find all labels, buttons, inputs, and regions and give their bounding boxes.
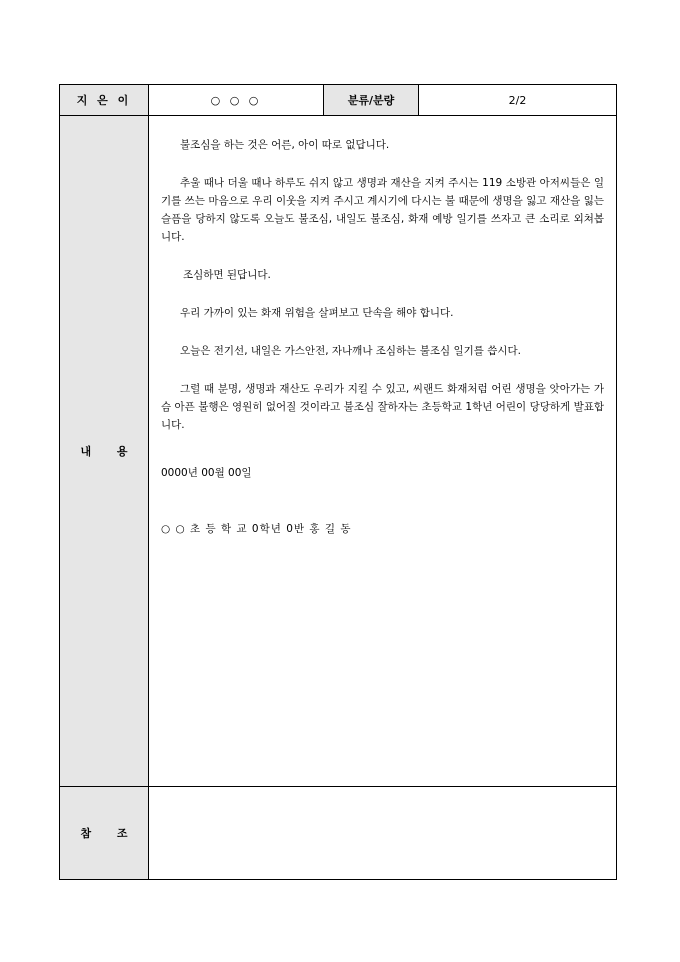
paragraph: 불조심을 하는 것은 어른, 아이 따로 없답니다. [180, 139, 390, 151]
content-label: 내 용 [60, 116, 149, 786]
reference-body [149, 787, 616, 879]
content-body [149, 116, 616, 786]
author-label: 지 은 이 [60, 85, 149, 115]
date: 0000년 00월 00일 [161, 467, 252, 479]
paragraph: 그럴 때 분명, 생명과 재산도 우리가 지킬 수 있고, 씨랜드 화재처럼 어린 생명을 앗아가는 가슴 아픈 불행은 영원히 없어질 것이라고 불조심 잘하자는 초등학교 1학년 어린이 당당하게 발표합니다. [161, 383, 604, 431]
reference-label: 참 조 [60, 787, 149, 879]
category-value: 2/2 [508, 93, 527, 107]
category-label: 분류/분량 [324, 85, 419, 115]
paragraph: 추울 때나 더울 때나 하루도 쉬지 않고 생명과 재산을 지켜 주시는 119 소방관 아저씨들은 일기를 쓰는 마음으로 우리 이웃을 지켜 주시고 계시기에 다시는 불 때문에 생명을 잃고 재산을 잃는 슬픔을 당하지 않도록 오늘도 불조심, 내일도 불조심, 화재 예방 일기를 쓰자고 큰 소리로 외쳐봅니다. [161, 177, 604, 243]
signature: ○ ○ 초 등 학 교 0학년 0반 홍 길 동 [161, 523, 352, 535]
paragraph: 오늘은 전기선, 내일은 가스안전, 자나깨나 조심하는 불조심 일기를 씁시다. [180, 345, 522, 357]
header-row [60, 85, 616, 116]
paragraph: 조심하면 된답니다. [183, 269, 271, 281]
author-value: ○ ○ ○ [149, 85, 324, 115]
reference-row [60, 787, 616, 879]
content-row [60, 116, 616, 787]
document-form [59, 84, 617, 880]
paragraph: 우리 가까이 있는 화재 위험을 살펴보고 단속을 해야 합니다. [180, 307, 454, 319]
